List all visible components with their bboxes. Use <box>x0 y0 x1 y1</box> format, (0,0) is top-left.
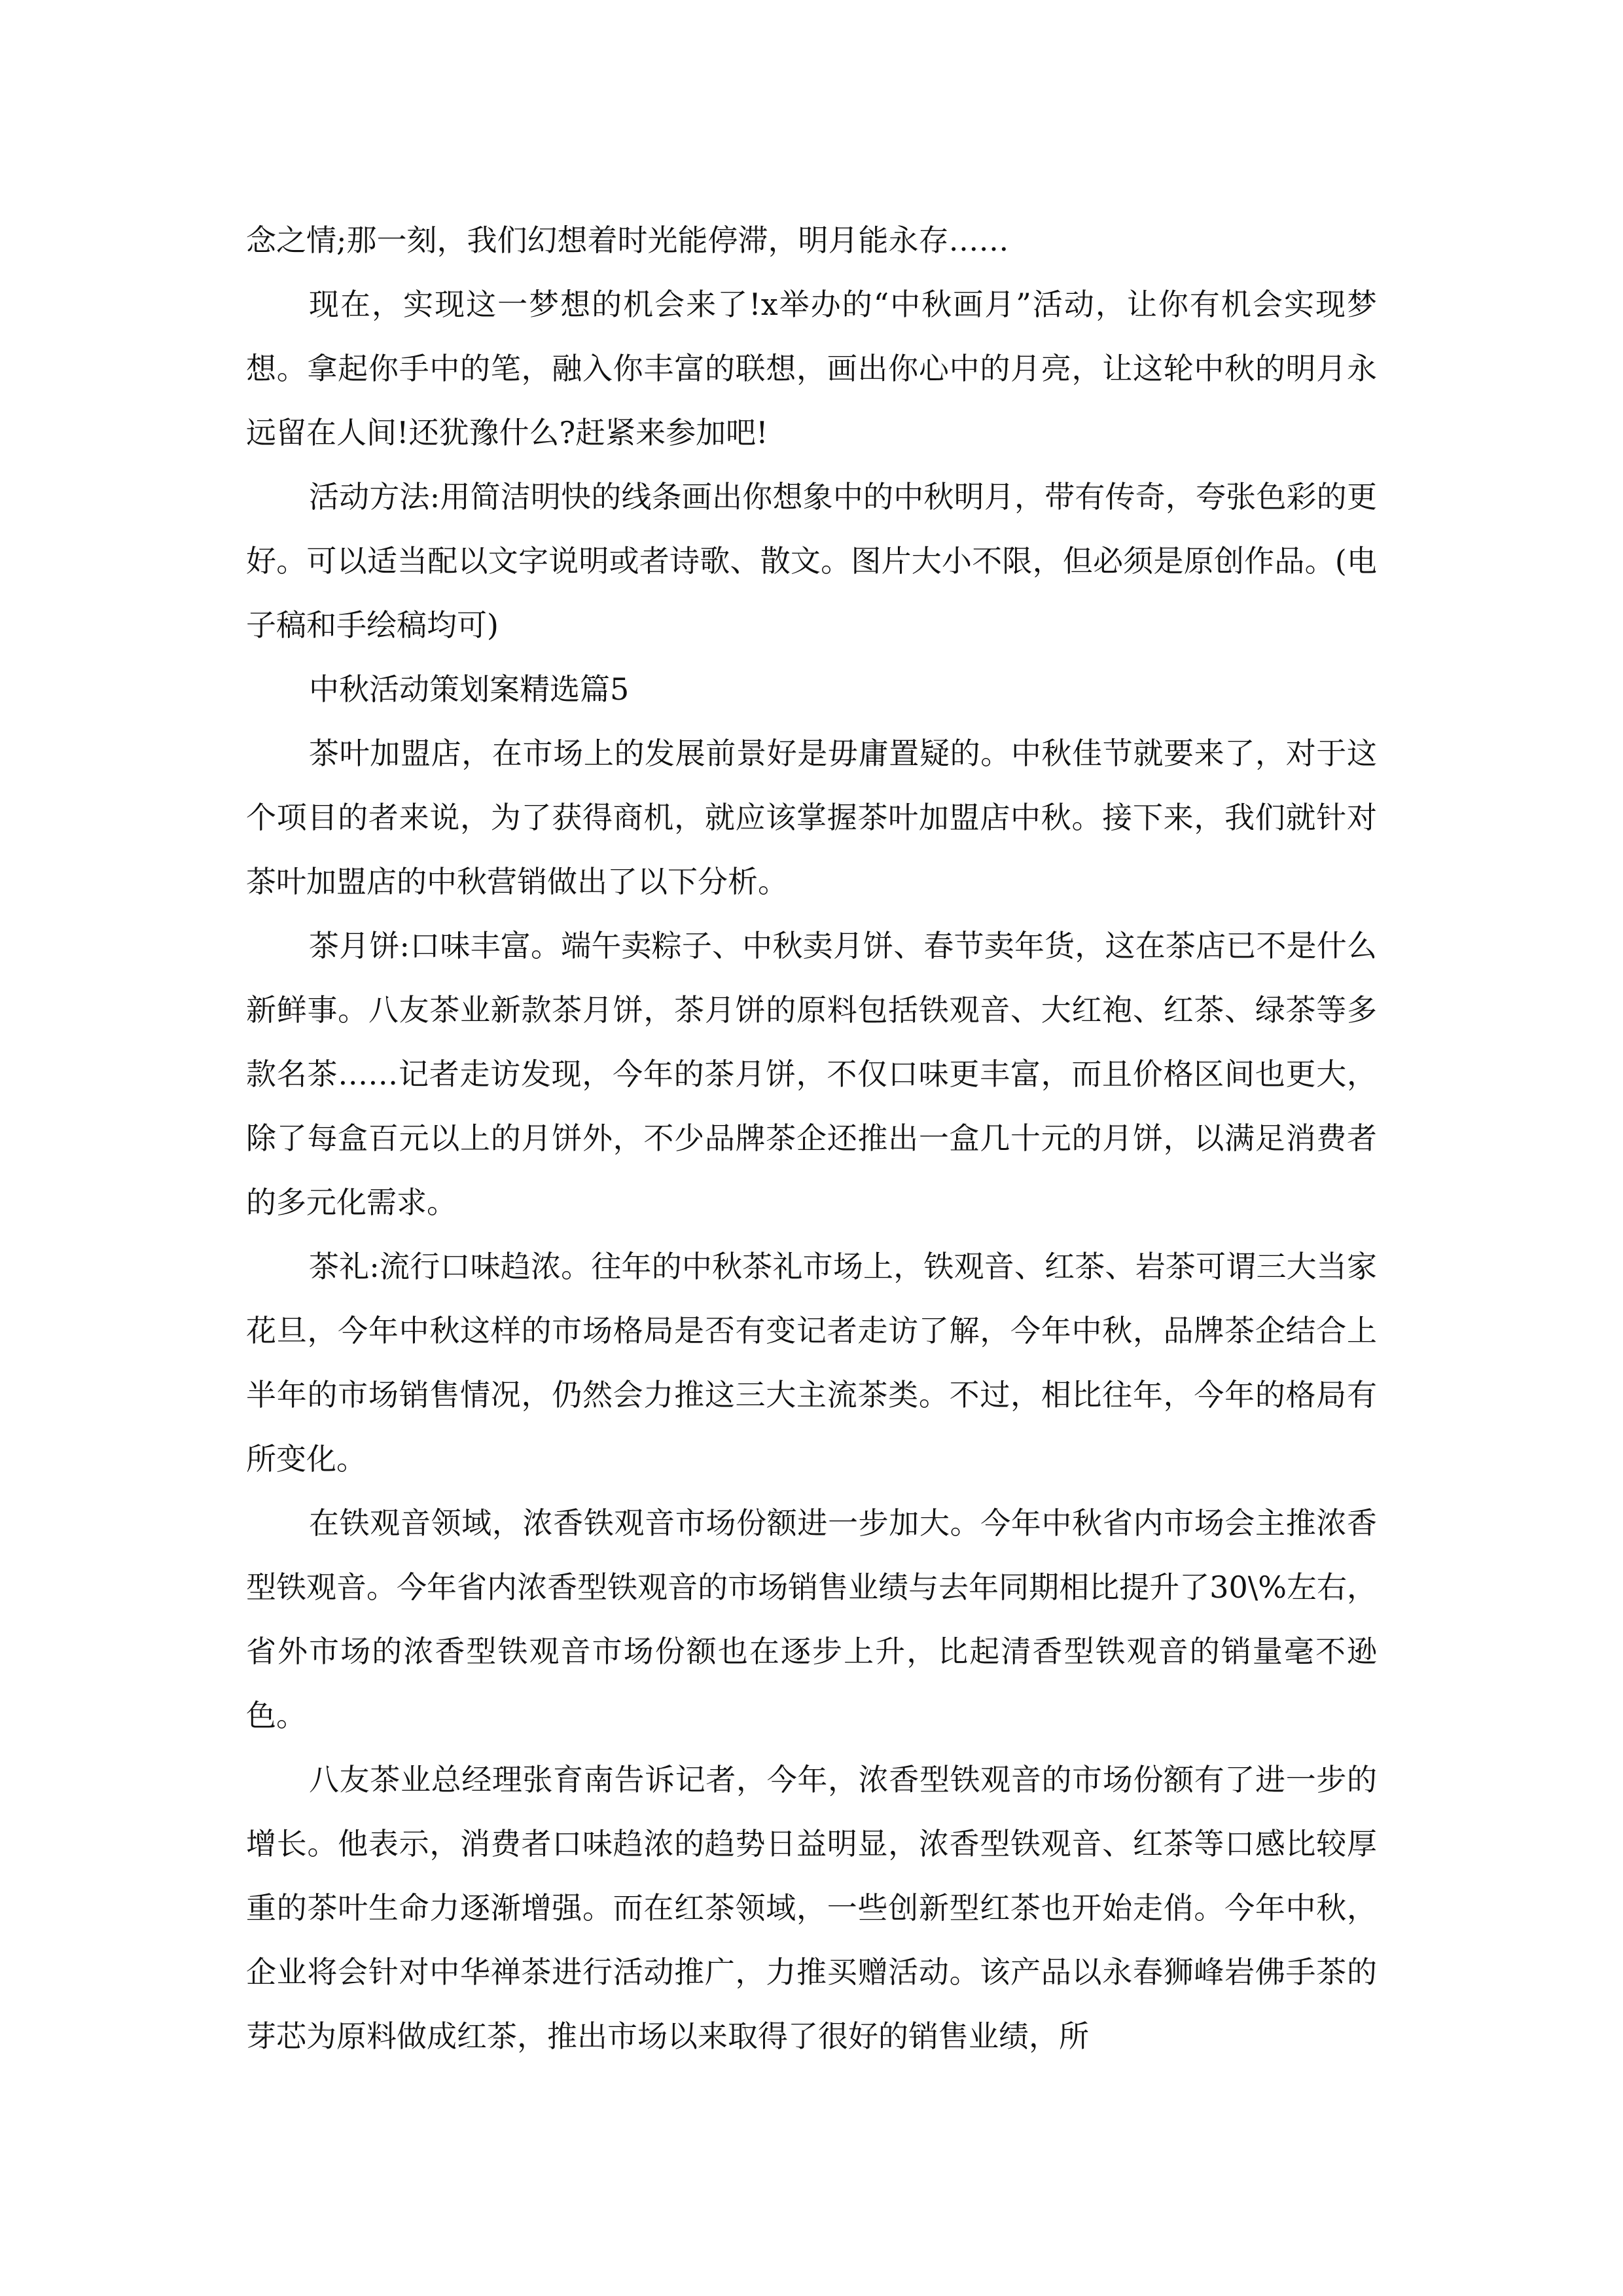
paragraph-continuation: 念之情;那一刻，我们幻想着时光能停滞，明月能永存…… <box>246 223 1009 258</box>
document-body <box>246 208 1377 2068</box>
paragraph-mid-autumn-drawing-invite: 现在，实现这一梦想的机会来了!x举办的“中秋画月”活动，让你有机会实现梦想。拿起你手中的笔，融入你丰富的联想，画出你心中的月亮，让这轮中秋的明月永远留在人间!还犹豫什么?赶紧来参加吧! <box>246 287 1377 450</box>
paragraph-manager-interview: 八友茶业总经理张育南告诉记者，今年，浓香型铁观音的市场份额有了进一步的增长。他表示，消费者口味趋浓的趋势日益明显，浓香型铁观音、红茶等口感比较厚重的茶叶生命力逐渐增强。而在红茶领域，一些创新型红茶也开始走俏。今年中秋，企业将会针对中华禅茶进行活动推广，力推买赠活动。该产品以永春狮峰岩佛手茶的芽芯为原料做成红茶，推出市场以来取得了很好的销售业绩，所 <box>246 1762 1377 2054</box>
paragraph-activity-method: 活动方法:用简洁明快的线条画出你想象中的中秋明月，带有传奇，夸张色彩的更好。可以适当配以文字说明或者诗歌、散文。图片大小不限，但必须是原创作品。(电子稿和手绘稿均可) <box>246 479 1377 643</box>
paragraph-tea-franchise-intro: 茶叶加盟店，在市场上的发展前景好是毋庸置疑的。中秋佳节就要来了，对于这个项目的者来说，为了获得商机，就应该掌握茶叶加盟店中秋。接下来，我们就针对茶叶加盟店的中秋营销做出了以下分析。 <box>246 736 1377 899</box>
paragraph-tea-mooncake: 茶月饼:口味丰富。端午卖粽子、中秋卖月饼、春节卖年货，这在茶店已不是什么新鲜事。八友茶业新款茶月饼，茶月饼的原料包括铁观音、大红袍、红茶、绿茶等多款名茶……记者走访发现，今年的茶月饼，不仅口味更丰富，而且价格区间也更大，除了每盒百元以上的月饼外，不少品牌茶企还推出一盒几十元的月饼，以满足消费者的多元化需求。 <box>246 928 1377 1220</box>
paragraph-tea-gift: 茶礼:流行口味趋浓。往年的中秋茶礼市场上，铁观音、红茶、岩茶可谓三大当家花旦，今年中秋这样的市场格局是否有变记者走访了解，今年中秋，品牌茶企结合上半年的市场销售情况，仍然会力推这三大主流茶类。不过，相比往年，今年的格局有所变化。 <box>246 1249 1377 1477</box>
paragraph-tieguanyin-market: 在铁观音领域，浓香铁观音市场份额进一步加大。今年中秋省内市场会主推浓香型铁观音。今年省内浓香型铁观音的市场销售业绩与去年同期相比提升了30\%左右，省外市场的浓香型铁观音市场份额也在逐步上升，比起清香型铁观音的销量毫不逊色。 <box>246 1505 1377 1733</box>
section-heading: 中秋活动策划案精选篇5 <box>309 672 630 707</box>
